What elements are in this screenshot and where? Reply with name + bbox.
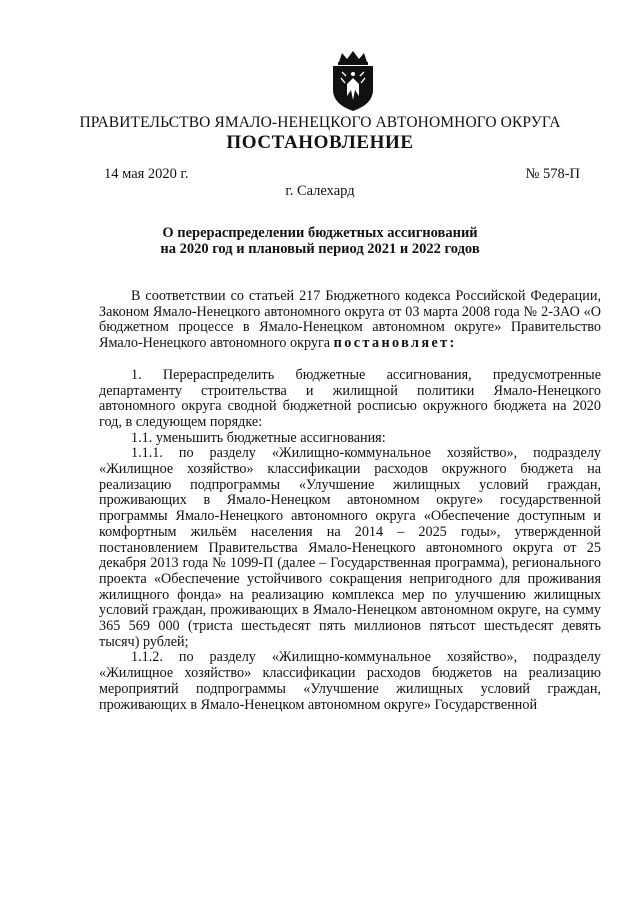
government-name: ПРАВИТЕЛЬСТВО ЯМАЛО-НЕНЕЦКОГО АВТОНОМНОГО ОКРУГА	[79, 114, 561, 131]
preamble-text: В соответствии со статьей 217 Бюджетного кодекса Российской Федерации, Законом Ямало-Ненецкого автономного округа от 03 марта 2008 года № 2-ЗАО «О бюджетном процессе в Ямало-Ненецком автономном округе» Правительство Ямало-Ненецкого автономного округа	[99, 288, 601, 352]
paragraph-1: 1. Перераспределить бюджетные ассигнования, предусмотренные департаменту строительства и жилищной политики Ямало-Ненецкого автономного округа сводной бюджетной росписью окружного бюджета на 2020 год, в следующем порядке:	[99, 366, 601, 430]
document-type: ПОСТАНОВЛЕНИЕ	[226, 132, 414, 153]
paragraph-1-1-2: 1.1.2. по разделу «Жилищно-коммунальное хозяйство», подразделу «Жилищное хозяйство» классификации расходов бюджетов на реализацию мероприятий подпрограммы «Улучшение жилищных условий граждан, проживающих в Ямало-Ненецком автономном округе» Государственной	[99, 649, 601, 713]
resolves-keyword: постановляет:	[333, 335, 457, 352]
document-title	[0, 225, 640, 257]
coat-of-arms-emblem	[327, 50, 379, 112]
document-body	[99, 289, 601, 713]
document-date: 14 мая 2020 г.	[104, 166, 189, 182]
paragraph-1-1-1: 1.1.1. по разделу «Жилищно-коммунальное хозяйство», подразделу «Жилищное хозяйство» классификации расходов окружного бюджета на реализацию подпрограммы «Улучшение жилищных условий граждан, проживающих в Ямало-Ненецком автономном округе» государственной программы Ямало-Ненецкого автономного округа «Обеспечение доступным и комфортным жильём населения на 2014 – 2025 годы», утвержденной постановлением Правительства Ямало-Ненецкого автономного округа от 25 декабря 2013 года № 1099-П (далее – Государственная программа), регионального проекта «Обеспечение устойчивого сокращения непригодного для проживания жилищного фонда» на реализацию комплекса мер по улучшению жилищных условий граждан, проживающих в Ямало-Ненецком автономном округе, на сумму 365 569 000 (триста шестьдесят пять миллионов пятьсот шестьдесят девять тысяч) рублей;	[99, 445, 601, 650]
title-line-1: О перераспределении бюджетных ассигнований	[162, 225, 478, 241]
document-number: № 578-П	[525, 166, 580, 182]
preamble-paragraph	[99, 289, 601, 352]
document-city: г. Салехард	[285, 183, 355, 199]
title-line-2: на 2020 год и плановый период 2021 и 2022 годов	[160, 241, 480, 257]
paragraph-1-1: 1.1. уменьшить бюджетные ассигнования:	[131, 429, 386, 446]
